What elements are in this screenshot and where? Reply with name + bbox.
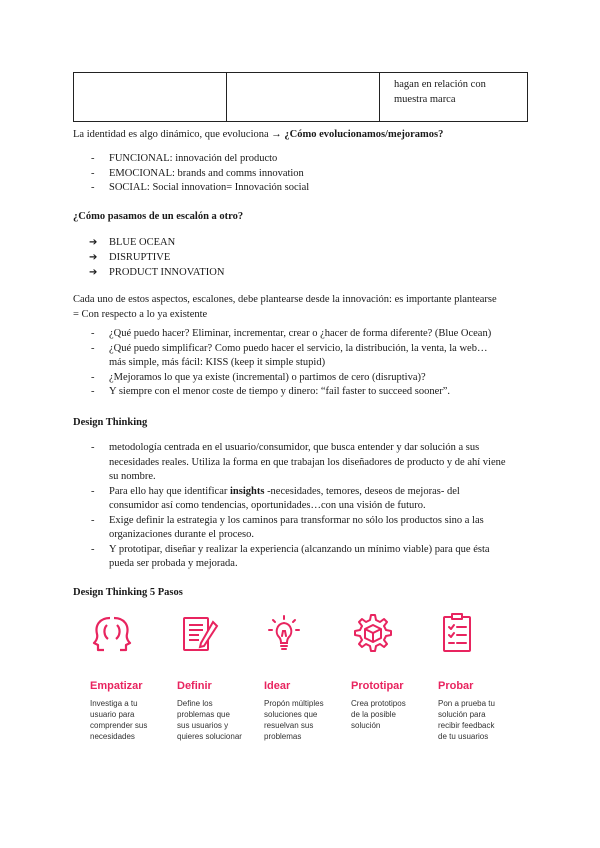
design-thinking-list	[73, 441, 533, 572]
list-item-text: metodología centrada en el usuario/consumidor, que busca entender y dar solución a sus	[109, 442, 480, 453]
step-desc-line: Define los	[177, 699, 213, 708]
lightbulb-icon	[264, 612, 308, 656]
table-cell-1	[74, 73, 227, 122]
list-item-text: Y siempre con el menor coste de tiempo y dinero: “fail faster to succeed sooner”.	[109, 386, 451, 397]
list-item-text: ¿Qué puedo simplificar? Como puedo hacer el servicio, la distribución, la venta, la web…	[109, 342, 488, 354]
step-desc-line: comprender sus	[90, 721, 148, 730]
step-title: Idear	[264, 680, 291, 692]
step-title: Prototipar	[351, 680, 404, 692]
top-table	[73, 72, 528, 122]
list-item: - SOCIAL: Social innovation= Innovación social	[91, 182, 310, 193]
paragraph-line: = Con respecto a lo ya existente	[73, 309, 208, 320]
list-item	[73, 265, 224, 280]
design-thinking-steps	[90, 612, 530, 762]
step-desc-line: de tu usuarios	[438, 732, 489, 741]
list-item: - Para ello hay que identificar insights -necesidades, temores, deseos de mejoras- del consumidor así como tendencias, oportunidades…con una visión de futuro.	[91, 485, 460, 511]
step-title: Definir	[177, 680, 212, 692]
list-item-text: pueda ser probada y mejorada.	[109, 558, 238, 569]
step-desc-line: solución para	[438, 710, 486, 719]
list-item: - Y siempre con el menor coste de tiempo y dinero: “fail faster to succeed sooner”.	[91, 386, 451, 397]
list-item-text: BLUE OCEAN	[109, 237, 176, 248]
table-cell-3	[380, 73, 528, 122]
checklist-icon	[438, 612, 482, 656]
list-item-text: Exige definir la estrategia y los caminos para transformar no sólo los productos sino a las	[109, 514, 484, 526]
step-description	[264, 698, 350, 742]
list-item: - ¿Mejoramos lo que ya existe (incremental) o partimos de cero (disruptiva)?	[91, 371, 426, 383]
list-item: - Exige definir la estrategia y los caminos para transformar no sólo los productos sino a las organizaciones durante el proceso.	[91, 514, 484, 540]
step-desc-line: soluciones que	[264, 710, 318, 719]
intro-paragraph	[73, 127, 533, 142]
heads-icon	[90, 612, 134, 656]
cada-uno-paragraph	[73, 292, 533, 322]
list-item-text: organizaciones durante el proceso.	[109, 529, 254, 540]
arrow-icon: ➔	[89, 237, 98, 248]
step-desc-line: problemas que	[177, 710, 230, 719]
intro-text: La identidad es algo dinámico, que evoluciona →	[73, 129, 285, 140]
design-thinking-heading: Design Thinking	[73, 417, 148, 428]
gear-cube-icon	[351, 612, 395, 656]
step-desc-line: Pon a prueba tu	[438, 699, 495, 708]
step-desc-line: recibir feedback	[438, 721, 495, 730]
table-cell-line: muestra marca	[394, 94, 456, 105]
step-desc-line: quieres solucionar	[177, 732, 242, 741]
escalon-list	[73, 235, 224, 280]
list-item: - ¿Qué puedo hacer? Eliminar, incrementar, crear o ¿hacer de forma diferente? (Blue Ocean)	[91, 328, 492, 339]
list-item-text: FUNCIONAL: innovación del producto	[109, 153, 278, 164]
step-description	[90, 698, 176, 742]
list-item-text: ¿Mejoramos lo que ya existe (incremental) o partimos de cero (disruptiva)?	[109, 371, 426, 383]
list-item-text: PRODUCT INNOVATION	[109, 267, 225, 278]
list-item-text: más simple, más fácil: KISS (keep it simple stupid)	[109, 357, 326, 368]
document-pencil-icon	[177, 612, 221, 656]
table-cell-line: hagan en relación con	[394, 79, 486, 90]
insights-term: insights	[230, 485, 265, 497]
list-item-text: Para ello hay que identificar	[109, 485, 230, 497]
step-desc-line: de la posible	[351, 710, 396, 719]
step-desc-line: necesidades	[90, 732, 135, 741]
table-cell-2	[227, 73, 380, 122]
list-item: - ¿Qué puedo simplificar? Como puedo hacer el servicio, la distribución, la venta, la web… más simple, más fácil: KISS (keep it simple stupid)	[91, 342, 488, 368]
step-description	[438, 698, 524, 742]
step-desc-line: sus usuarios y	[177, 721, 229, 730]
step-title: Probar	[438, 680, 474, 692]
intro-question: ¿Cómo evolucionamos/mejoramos?	[284, 129, 444, 140]
list-item: - metodología centrada en el usuario/consumidor, que busca entender y dar solución a sus necesidades reales. Utiliza la forma en que trabajan los diseñadores de producto y de ahí viene su nombre.	[91, 442, 506, 482]
paragraph-line: Cada uno de estos aspectos, escalones, debe plantearse desde la innovación: es importante plantearse	[73, 294, 497, 305]
arrow-icon: ➔	[89, 267, 98, 278]
list-item-text: Y prototipar, diseñar y realizar la experiencia (alcanzando un mínimo viable) para que ésta	[109, 543, 490, 555]
step-desc-line: Crea prototipos	[351, 699, 406, 708]
list-item	[73, 250, 224, 265]
list-item: - FUNCIONAL: innovación del producto	[91, 153, 278, 164]
evolution-list	[73, 152, 533, 196]
list-item-text: consumidor así como tendencias, oportunidades…con una visión de futuro.	[109, 500, 426, 511]
list-item: - Y prototipar, diseñar y realizar la experiencia (alcanzando un mínimo viable) para que ésta pueda ser probada y mejorada.	[91, 543, 490, 569]
list-item-text: ¿Qué puedo hacer? Eliminar, incrementar, crear o ¿hacer de forma diferente? (Blue Ocean)	[109, 328, 492, 339]
step-title: Empatizar	[90, 680, 143, 692]
list-item-text: EMOCIONAL: brands and comms innovation	[109, 167, 304, 179]
list-item: - EMOCIONAL: brands and comms innovation	[91, 167, 304, 179]
step-desc-line: usuario para	[90, 710, 135, 719]
list-item-text: -necesidades, temores, deseos de mejoras- del	[264, 485, 460, 497]
escalon-heading: ¿Cómo pasamos de un escalón a otro?	[73, 211, 244, 222]
step-desc-line: problemas	[264, 732, 302, 741]
list-item-text: su nombre.	[109, 471, 156, 482]
step-desc-line: resuelvan sus	[264, 721, 314, 730]
step-description	[177, 698, 263, 742]
step-desc-line: Propón múltiples	[264, 699, 324, 708]
step-desc-line: Investiga a tu	[90, 699, 138, 708]
steps-heading: Design Thinking 5 Pasos	[73, 587, 183, 598]
list-item-text: DISRUPTIVE	[109, 252, 171, 263]
list-item-text: necesidades reales. Utiliza la forma en que trabajan los diseñadores de producto y de ahí viene	[109, 456, 506, 468]
list-item-text: SOCIAL: Social innovation= Innovación social	[109, 182, 310, 193]
step-description	[351, 698, 437, 731]
arrow-icon: ➔	[89, 252, 98, 263]
list-item	[73, 235, 224, 250]
questions-list	[73, 327, 533, 400]
step-desc-line: solución	[351, 721, 381, 730]
